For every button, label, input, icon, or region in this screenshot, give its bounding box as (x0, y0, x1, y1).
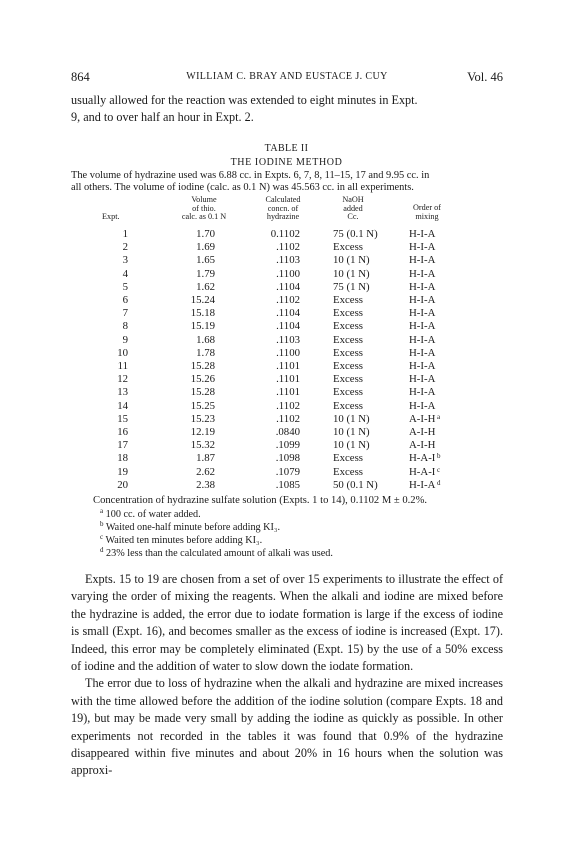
intro-line: 9, and to over half an hour in Expt. 2. (71, 110, 254, 124)
table-row (0, 386, 573, 399)
expt-cell: 16 (117, 426, 128, 438)
page-number: 864 (71, 70, 90, 84)
table-row (0, 479, 573, 492)
text-line: the iodine as quickly as possible. In other experiments not recorded in (71, 711, 503, 743)
naoh-cell: 75 (0.1 N) (333, 228, 378, 240)
footnote-mark: a (100, 507, 104, 515)
expt-cell: 19 (117, 465, 128, 478)
volume-cell: 1.68 (196, 333, 215, 346)
naoh-cell: Excess (333, 320, 363, 333)
order-cell: H-A-I (409, 465, 436, 478)
table-row (0, 400, 573, 413)
naoh-cell: 10 (1 N) (333, 412, 370, 425)
footnote-mark: b (100, 520, 104, 528)
volume-cell: 1.87 (196, 452, 215, 465)
footnote-mark: c (100, 533, 104, 541)
expt-cell: 11 (117, 360, 128, 372)
table-caption: TABLE II (264, 143, 309, 154)
text-line: formation is large if the excess of iodine is small (Expt. 16), and becomes (71, 606, 504, 639)
table-row (0, 373, 573, 386)
table-row (0, 452, 573, 465)
order-cell: H-I-A (409, 294, 436, 306)
running-title: WILLIAM C. BRAY AND EUSTACE J. CUY (186, 71, 388, 82)
volume-cell: 1.62 (196, 280, 215, 293)
table-note-line: The volume of hydrazine used was 6.88 cc. in Expts. 6, 7, 8, 11–15, 17 and 9.95 cc. in (71, 170, 430, 181)
order-cell: H-I-A (409, 333, 436, 346)
order-cell: H-I-A (409, 346, 436, 359)
naoh-cell: Excess (333, 373, 363, 386)
text-line: mixed increases with the time allowed before the addition of the iodine (71, 676, 504, 708)
hydrazine-cell: .1100 (276, 267, 300, 280)
text-line: five minutes and about 20% in 16 hours when the solution was approxi- (71, 746, 503, 778)
col-header-line: concn. of (267, 203, 299, 213)
hydrazine-cell: .1101 (276, 360, 300, 372)
order-cell: H-I-A (409, 228, 436, 240)
footnote-text: 100 cc. of water added. (105, 509, 201, 520)
col-header-line: added (343, 203, 363, 213)
naoh-cell: 10 (1 N) (333, 426, 370, 438)
order-cell: H-I-A (409, 307, 436, 320)
naoh-cell: 10 (1 N) (333, 267, 370, 280)
footnote-text: 23% less than the calculated amount of alkali was used. (106, 548, 333, 559)
hydrazine-cell: .1104 (276, 320, 300, 333)
naoh-cell: 75 (1 N) (333, 280, 370, 293)
hydrazine-cell: .1104 (276, 307, 300, 320)
hydrazine-cell: .1085 (275, 478, 300, 491)
text-line: smaller as the excess of iodine is increased (Expt. 17). Indeed, this error (71, 624, 504, 656)
table-row (0, 228, 573, 241)
naoh-cell: Excess (333, 307, 363, 320)
text-line: The error due to loss of hydrazine when the alkali and hydrazine are (85, 676, 422, 691)
volume-cell: 15.28 (190, 386, 215, 399)
col-header-line: Volume (191, 195, 217, 204)
order-cell: H-I-A (409, 320, 436, 333)
expt-cell: 13 (117, 386, 128, 399)
footnote-ref: d (437, 478, 441, 487)
expt-cell: 5 (122, 280, 128, 293)
order-cell: H-I-A (409, 373, 436, 386)
naoh-cell: 50 (0.1 N) (333, 478, 378, 491)
volume-cell: 2.38 (196, 478, 215, 491)
hydrazine-cell: .1101 (276, 386, 300, 399)
order-cell: H-A-I (409, 452, 436, 465)
table-row (0, 413, 573, 426)
volume-cell: 15.23 (190, 412, 215, 425)
expt-cell: 18 (117, 452, 128, 465)
col-header-volume (172, 196, 236, 222)
footnote-ref: b (437, 452, 441, 461)
hydrazine-cell: .1102 (276, 399, 300, 412)
order-cell: H-I-A (409, 360, 436, 372)
table-title: THE IODINE METHOD (230, 157, 343, 168)
hydrazine-cell: 0.1102 (270, 228, 300, 240)
text-line: solution (compare Expts. 18 and 19), but may be made very small by adding (71, 693, 503, 726)
body-text (71, 571, 503, 780)
volume-cell: 2.62 (196, 465, 215, 478)
expt-cell: 9 (122, 333, 128, 346)
hydrazine-cell: .1099 (275, 439, 300, 452)
intro-paragraph (71, 92, 503, 126)
footnote-a (100, 509, 201, 520)
volume-cell: 12.19 (190, 426, 215, 438)
footnote-d (100, 548, 333, 559)
hydrazine-cell: .0840 (275, 426, 300, 438)
table-note-line: all others. The volume of iodine (calc. as 0.1 N) was 45.563 cc. in all experiments. (71, 182, 414, 193)
order-cell: A-I-H (409, 412, 436, 425)
hydrazine-cell: .1101 (276, 373, 300, 386)
col-header-line: calc. as 0.1 N (181, 212, 227, 222)
order-cell: H-I-A (409, 280, 436, 293)
hydrazine-cell: .1098 (275, 452, 300, 465)
volume-cell: 15.28 (190, 360, 215, 372)
volume-cell: 15.18 (190, 307, 215, 320)
concentration-note: Concentration of hydrazine sulfate solution (Expts. 1 to 14), 0.1102 M ± 0.2%. (93, 495, 428, 506)
naoh-cell: Excess (333, 465, 363, 478)
naoh-cell: Excess (333, 346, 363, 359)
naoh-cell: Excess (333, 360, 363, 372)
col-header-line: of thio. (192, 203, 216, 213)
order-cell: H-I-A (409, 267, 436, 280)
text-line: and iodine are mixed before the hydrazine is added, the error due to iodate (71, 589, 503, 621)
order-cell: A-I-H (409, 439, 436, 452)
naoh-cell: Excess (333, 452, 363, 465)
expt-cell: 8 (122, 320, 128, 333)
col-header-line: hydrazine (266, 212, 300, 222)
table-row (0, 307, 573, 320)
table-row (0, 254, 573, 267)
naoh-cell: Excess (333, 399, 363, 412)
col-header-order (402, 204, 452, 221)
expt-cell: 1 (122, 228, 128, 240)
volume-cell: 15.24 (190, 294, 215, 306)
volume-cell: 1.78 (196, 346, 215, 359)
footnote-b (100, 522, 280, 533)
table-row (0, 347, 573, 360)
table-row (0, 466, 573, 479)
volume-cell: 15.25 (190, 399, 215, 412)
order-cell: H-I-A (409, 241, 436, 254)
expt-cell: 14 (117, 399, 128, 412)
table-row (0, 294, 573, 307)
table-row (0, 439, 573, 452)
expt-cell: 20 (117, 478, 128, 491)
col-header-line: mixing (415, 211, 439, 221)
naoh-cell: Excess (333, 386, 363, 399)
col-header-expt: Expt. (102, 212, 120, 221)
naoh-cell: Excess (333, 333, 363, 346)
order-cell: H-I-A (409, 478, 436, 491)
expt-cell: 17 (117, 439, 128, 452)
order-cell: H-I-A (409, 254, 436, 267)
col-header-naoh (330, 196, 376, 222)
text-line: iodine and the addition of water to slow down the iodate formation. (84, 659, 414, 674)
expt-cell: 6 (122, 294, 128, 306)
text-line: the effect of varying the order of mixing the reagents. When the alkali (71, 572, 503, 604)
table-row (0, 281, 573, 294)
expt-cell: 3 (122, 254, 128, 267)
expt-cell: 12 (117, 373, 128, 386)
paragraph (71, 571, 503, 675)
hydrazine-cell: .1102 (276, 241, 300, 254)
footnote-ref: c (437, 465, 441, 474)
expt-cell: 7 (122, 307, 128, 320)
table-row (0, 360, 573, 373)
volume-cell: 15.26 (190, 373, 215, 386)
order-cell: H-I-A (409, 386, 436, 399)
hydrazine-cell: .1103 (276, 333, 300, 346)
intro-line: usually allowed for the reaction was extended to eight minutes in Expt. (71, 93, 418, 107)
hydrazine-cell: .1100 (276, 346, 300, 359)
volume-cell: 1.65 (196, 254, 215, 267)
volume-cell: 15.32 (190, 439, 215, 452)
table-row (0, 426, 573, 439)
text-line: may be completely eliminated (Expt. 15) by the use of a 50% excess of (71, 641, 504, 674)
expt-cell: 10 (117, 346, 128, 359)
col-header-line: Cc. (347, 212, 359, 222)
page-header (71, 70, 503, 86)
col-header-line: Order of (413, 203, 441, 212)
text-line: the tables it was found that 0.9% of the hydrazine disappeared within (71, 728, 504, 761)
footnote-ref: a (437, 412, 441, 421)
volume-cell: 1.69 (196, 241, 215, 254)
table-row (0, 320, 573, 333)
table-row (0, 241, 573, 254)
volume-cell: 1.79 (196, 267, 215, 280)
col-header-line: NaOH (342, 195, 364, 204)
expt-cell: 4 (122, 267, 128, 280)
table-note (71, 170, 503, 194)
footnote-c (100, 535, 262, 546)
footnote-text: Waited one-half minute before adding KI₃. (105, 522, 281, 533)
expt-cell: 2 (122, 241, 128, 254)
hydrazine-cell: .1102 (276, 294, 300, 306)
naoh-cell: 10 (1 N) (333, 254, 370, 267)
hydrazine-cell: .1102 (276, 412, 300, 425)
text-line: Expts. 15 to 19 are chosen from a set of over 15 experiments to illustrate (85, 572, 441, 586)
hydrazine-cell: .1103 (276, 254, 300, 267)
footnote-text: Waited ten minutes before adding KI₃. (105, 535, 263, 546)
table-row (0, 334, 573, 347)
naoh-cell: Excess (333, 241, 363, 254)
order-cell: H-I-A (409, 399, 436, 412)
hydrazine-cell: .1079 (275, 465, 300, 478)
paragraph (71, 675, 503, 779)
table-row (0, 268, 573, 281)
naoh-cell: Excess (333, 294, 363, 306)
volume-cell: 1.70 (196, 228, 215, 240)
naoh-cell: 10 (1 N) (333, 439, 370, 452)
col-header-line: Calculated (265, 195, 301, 204)
col-header-hydrazine (250, 196, 316, 222)
volume-label: Vol. 46 (467, 70, 503, 84)
order-cell: A-I-H (409, 426, 436, 438)
footnote-mark: d (100, 546, 104, 554)
hydrazine-cell: .1104 (276, 280, 300, 293)
expt-cell: 15 (117, 412, 128, 425)
volume-cell: 15.19 (190, 320, 215, 333)
